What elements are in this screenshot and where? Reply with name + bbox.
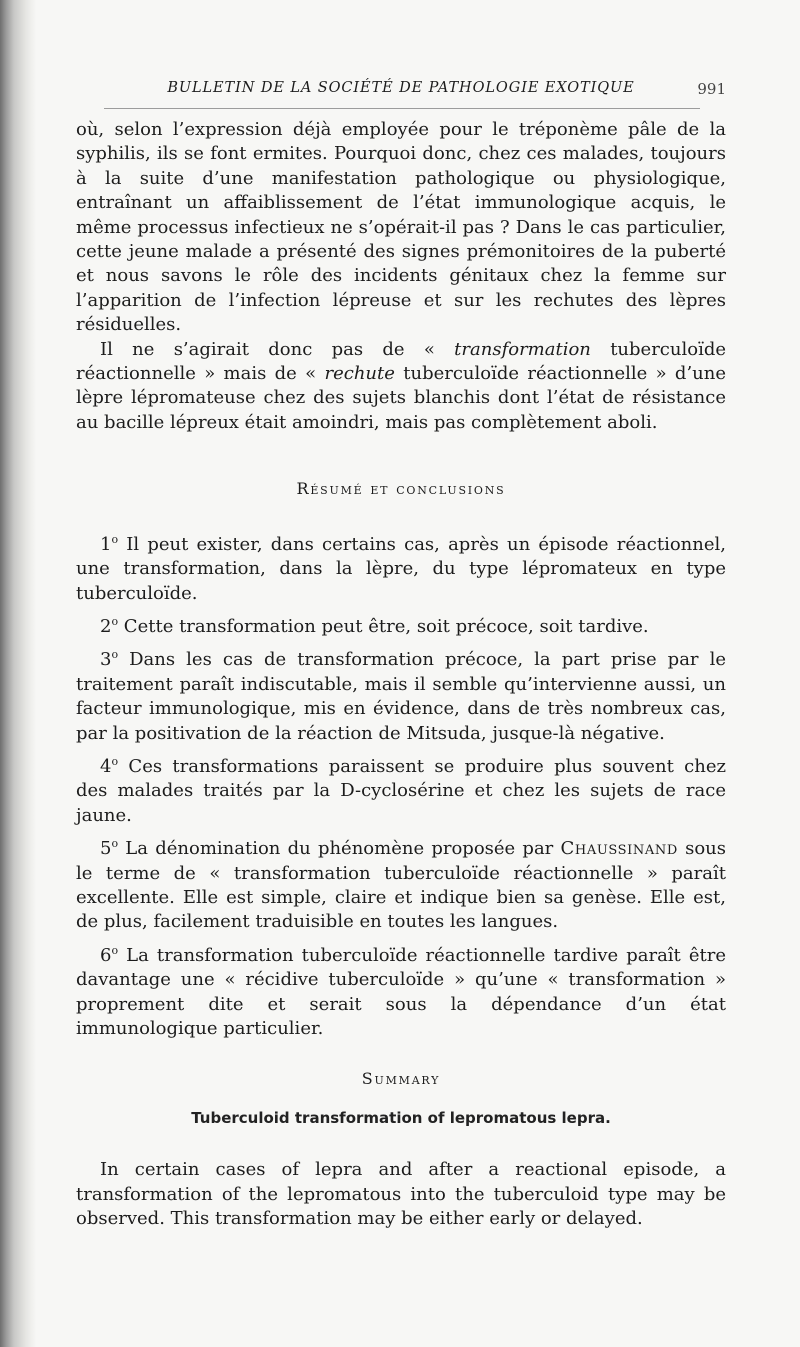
intro-paragraph-1: où, selon l’expression déjà employée pour le tréponème pâle de la syphilis, ils se font ermites. Pourquoi donc, chez ces malades, toujours à la suite d’une manifestation pathologique ou physiologique, entraînant un affaiblissement de l’état immunologique acquis, le même processus infectieux ne s’opérait-il pas ? Dans le cas particulier, cette jeune malade a présenté des signes prémonitoires de la puberté et nous savons le rôle des incidents génitaux chez la femme sur l’apparition de l’infection lépreuse et sur les rechutes des lèpres résiduelles. <box>76 119 726 336</box>
conclusion-item-1 <box>76 528 726 606</box>
intro-paragraph-2 <box>76 338 726 436</box>
journal-title: BULLETIN DE LA SOCIÉTÉ DE PATHOLOGIE EXOTIQUE <box>167 80 635 96</box>
intro-p2-emphasis-2: rechute <box>324 363 395 385</box>
item-text: Il peut exister, dans certains cas, après un épisode réactionnel, une transformation, dans la lèpre, du type lépromateux en type tuberculoïde. <box>76 533 726 604</box>
item-number: 6$^o$ <box>100 943 119 966</box>
item-number: 1$^o$ <box>100 532 119 555</box>
item-text-b: sous le terme de « transformation tuberculoïde réactionnelle » paraît excellente. Elle est simple, claire et indique bien sa genèse. Elle est, de plus, facilement traduisible en toutes les langues. <box>76 838 726 933</box>
header-rule <box>104 108 700 109</box>
author-name: Chaussinand <box>560 838 678 860</box>
intro-p2-part-c: tuberculoïde réactionnelle » d’une lèpre lépromateuse chez des sujets blanchis dont l’état de résistance au bacille lépreux était amoindri, mais pas complètement aboli. <box>76 363 726 433</box>
item-text: Cette transformation peut être, soit précoce, soit tardive. <box>118 615 649 637</box>
article-body <box>76 118 726 1231</box>
item-number: 5$^o$ <box>100 837 119 860</box>
page-number: 991 <box>697 80 726 98</box>
intro-p2-part-b: tuberculoïde réactionnelle » mais de « <box>76 338 727 385</box>
conclusion-item-4 <box>76 750 726 828</box>
running-header <box>76 80 726 104</box>
item-text: Ces transformations paraissent se produire plus souvent chez des malades traités par la D-cyclosérine et chez les sujets de race jaune. <box>76 755 726 826</box>
summary-subtitle: Tuberculoid transformation of lepromatous lepra. <box>191 1108 611 1127</box>
item-text: La transformation tuberculoïde réactionnelle tardive paraît être davantage une « récidive tuberculoïde » qu’une « transformation » proprement dite et serait sous la dépendance d’un état immunologique particulier. <box>76 944 726 1039</box>
conclusion-item-2 <box>76 610 726 639</box>
summary-heading: Summary <box>361 1069 441 1089</box>
intro-p2-part-a: Il ne s’agirait donc pas de « <box>100 338 455 360</box>
conclusion-item-5 <box>76 832 726 935</box>
page-binding-shadow <box>0 0 36 1347</box>
summary-paragraph: In certain cases of lepra and after a reactional episode, a transformation of the lepromatous into the tuberculoid type may be observed. This transformation may be either early or delayed. <box>76 1159 726 1230</box>
item-text-a: La dénomination du phénomène proposée par <box>118 838 561 860</box>
conclusion-item-3 <box>76 643 726 746</box>
item-number: 3$^o$ <box>100 648 119 671</box>
item-number: 2$^o$ <box>100 614 119 637</box>
resume-heading: Résumé et conclusions <box>296 479 506 499</box>
item-number: 4$^o$ <box>100 754 119 777</box>
item-text: Dans les cas de transformation précoce, la part prise par le traitement paraît indiscutable, mais il semble qu’intervienne aussi, un facteur immunologique, mis en évidence, dans de très nombreux cas, par la positivation de la réaction de Mitsuda, jusque-là négative. <box>76 649 726 744</box>
intro-p2-emphasis-1: transformation <box>454 338 591 360</box>
conclusion-item-6 <box>76 939 726 1042</box>
